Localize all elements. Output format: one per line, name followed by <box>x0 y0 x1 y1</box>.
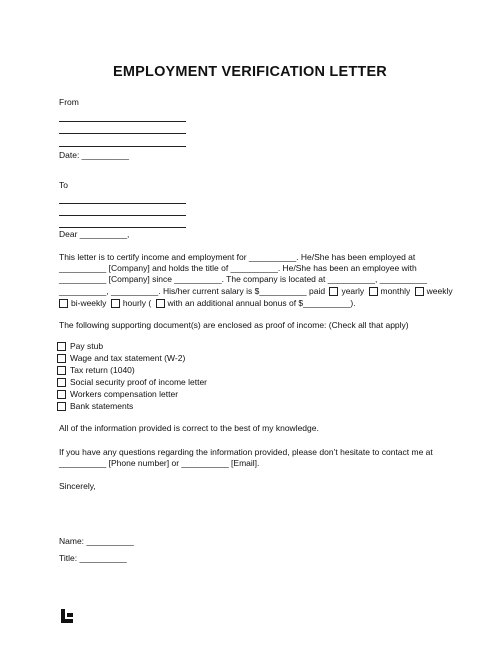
document-item: Workers compensation letter <box>70 389 179 399</box>
to-line-3 <box>59 227 186 228</box>
from-label: From <box>59 97 79 107</box>
checkbox-hourly[interactable] <box>111 299 120 308</box>
document-item: Wage and tax statement (W-2) <box>70 353 186 363</box>
checkbox-bank-statements[interactable] <box>57 402 66 411</box>
option-weekly-label: weekly <box>426 286 453 296</box>
checkbox-monthly[interactable] <box>369 287 378 296</box>
body-line-2: __________ [Company] and holds the title of __________. He/She has been an employee with <box>59 263 417 273</box>
checkbox-bonus[interactable] <box>156 299 165 308</box>
option-hourly-label: hourly ( <box>122 298 152 308</box>
body-line-3: __________ [Company] since __________. The company is located at __________, __________ <box>59 274 427 284</box>
option-monthly-label: monthly <box>380 286 411 296</box>
brand-logo-icon <box>61 609 73 623</box>
from-line-1 <box>59 121 186 122</box>
document-item: Bank statements <box>70 401 134 411</box>
salary-text: __________, __________. His/her current salary is $__________ paid <box>59 286 326 296</box>
document-item: Social security proof of income letter <box>70 377 208 387</box>
closing: Sincerely, <box>59 481 96 491</box>
option-biweekly-label: bi-weekly <box>71 298 107 308</box>
option-bonus-label: with an additional annual bonus of $__________). <box>167 298 356 308</box>
from-line-2 <box>59 133 186 134</box>
to-label: To <box>59 180 68 190</box>
contact-line-1: If you have any questions regarding the information provided, please don’t hesitate to contact me at <box>59 447 433 457</box>
checkbox-pay-stub[interactable] <box>57 342 66 351</box>
body-line-1: This letter is to certify income and employment for __________. He/She has been employed at <box>59 252 416 262</box>
contact-line-2: __________ [Phone number] or __________ [Email]. <box>59 458 260 468</box>
document-item: Tax return (1040) <box>70 365 135 375</box>
checkbox-social-security[interactable] <box>57 378 66 387</box>
title-field-label: Title: __________ <box>59 553 127 563</box>
documents-intro: The following supporting document(s) are enclosed as proof of income: (Check all that apply) <box>59 320 409 330</box>
certification-statement: All of the information provided is correct to the best of my knowledge. <box>59 423 319 433</box>
checkbox-weekly[interactable] <box>415 287 424 296</box>
checkbox-tax-return[interactable] <box>57 366 66 375</box>
salutation: Dear __________, <box>59 229 130 239</box>
checkbox-w2[interactable] <box>57 354 66 363</box>
date-label: Date: __________ <box>59 150 129 160</box>
body-line-4 <box>59 286 453 296</box>
checkbox-workers-comp[interactable] <box>57 390 66 399</box>
checkbox-biweekly[interactable] <box>59 299 68 308</box>
name-field-label: Name: __________ <box>59 536 134 546</box>
document-title: EMPLOYMENT VERIFICATION LETTER <box>113 64 387 80</box>
body-line-5 <box>57 298 356 308</box>
option-yearly-label: yearly <box>341 286 365 296</box>
document-item: Pay stub <box>70 341 104 351</box>
from-line-3 <box>59 146 186 147</box>
checkbox-yearly[interactable] <box>329 287 338 296</box>
to-line-1 <box>59 203 186 204</box>
to-line-2 <box>59 215 186 216</box>
